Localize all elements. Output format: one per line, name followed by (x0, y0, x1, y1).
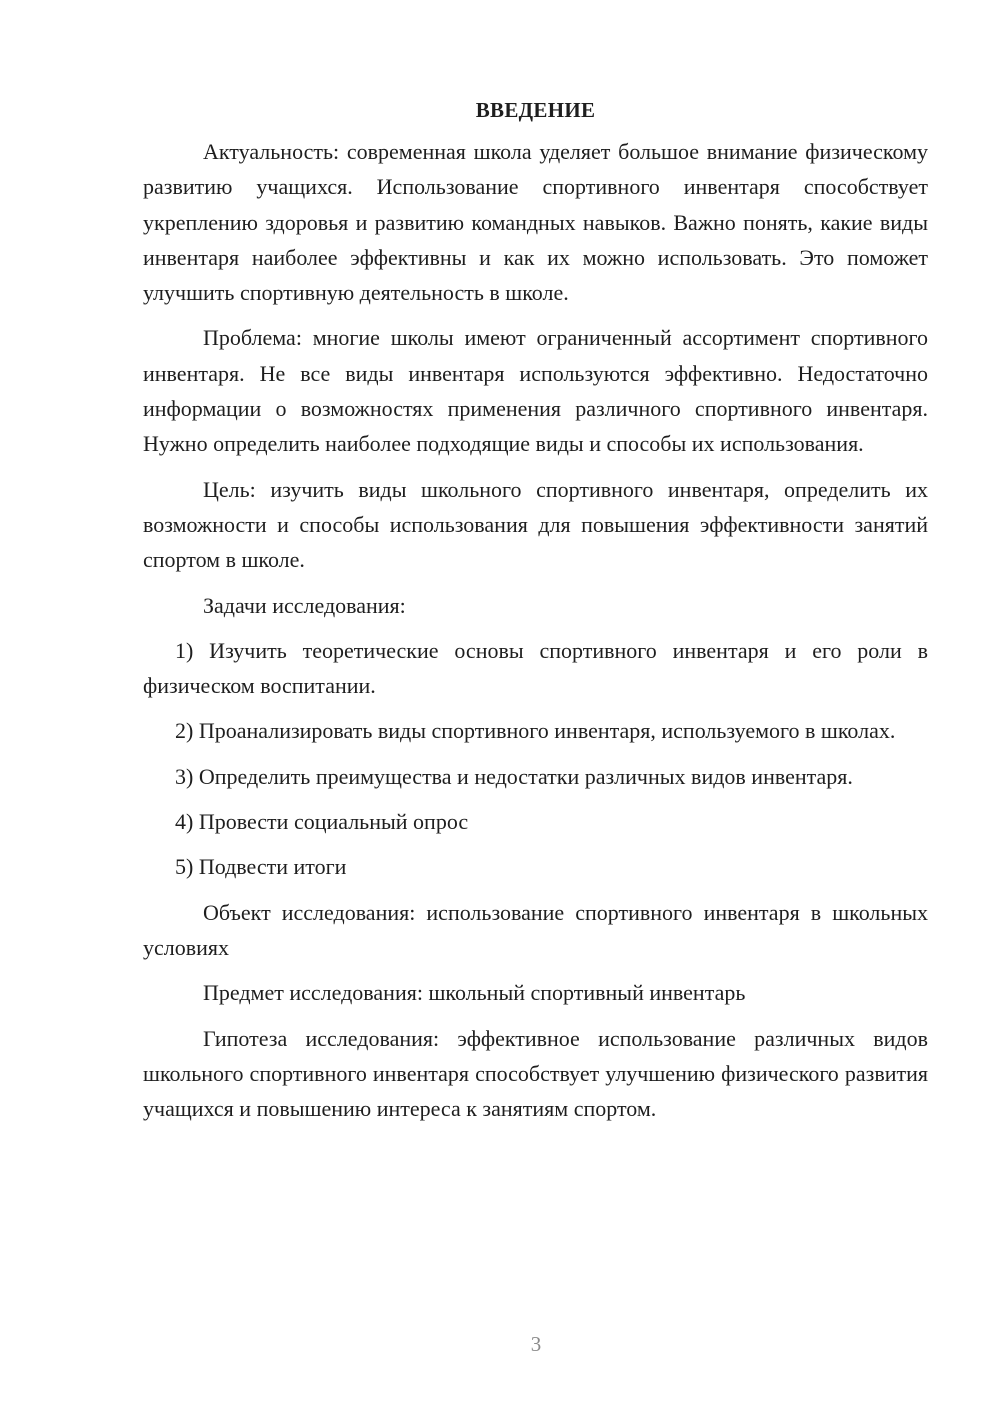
relevance-paragraph: Актуальность: современная школа уделяет большое внимание физическому развитию учащихся. Использование спортивного инвентаря способствует укреплению здоровья и развитию командных навыков. Важно понять, какие виды инвентаря наиболее эффективны и как их можно использовать. Это поможет улучшить спортивную деятельность в школе. (143, 139, 928, 306)
object-paragraph: Объект исследования: использование спортивного инвентаря в школьных условиях (143, 899, 928, 960)
tasks-heading: Задачи исследования: (203, 592, 406, 618)
task-item-5: 5) Подвести итоги (175, 854, 347, 880)
section-title: ВВЕДЕНИЕ (475, 98, 596, 122)
task-item-4: 4) Провести социальный опрос (175, 809, 469, 835)
task-item-1: 1) Изучить теоретические основы спортивного инвентаря и его роли в физическом воспитании. (143, 637, 928, 699)
subject-paragraph: Предмет исследования: школьный спортивный инвентарь (203, 980, 746, 1006)
hypothesis-paragraph: Гипотеза исследования: эффективное использование различных видов школьного спортивного инвентаря способствует улучшению физического развития учащихся и повышению интереса к занятиям спортом. (143, 1025, 928, 1122)
goal-paragraph: Цель: изучить виды школьного спортивного инвентаря, определить их возможности и способы использования для повышения эффективности занятий спортом в школе. (143, 476, 928, 573)
task-item-3: 3) Определить преимущества и недостатки различных видов инвентаря. (175, 763, 853, 789)
document-page (143, 93, 928, 1126)
page-number: 3 (530, 1332, 542, 1356)
task-item-2: 2) Проанализировать виды спортивного инвентаря, используемого в школах. (175, 718, 896, 744)
problem-paragraph: Проблема: многие школы имеют ограниченный ассортимент спортивного инвентаря. Не все виды инвентаря используются эффективно. Недостаточно информации о возможностях применения различного спортивного инвентаря. Нужно определить наиболее подходящие виды и способы их использования. (143, 325, 928, 457)
